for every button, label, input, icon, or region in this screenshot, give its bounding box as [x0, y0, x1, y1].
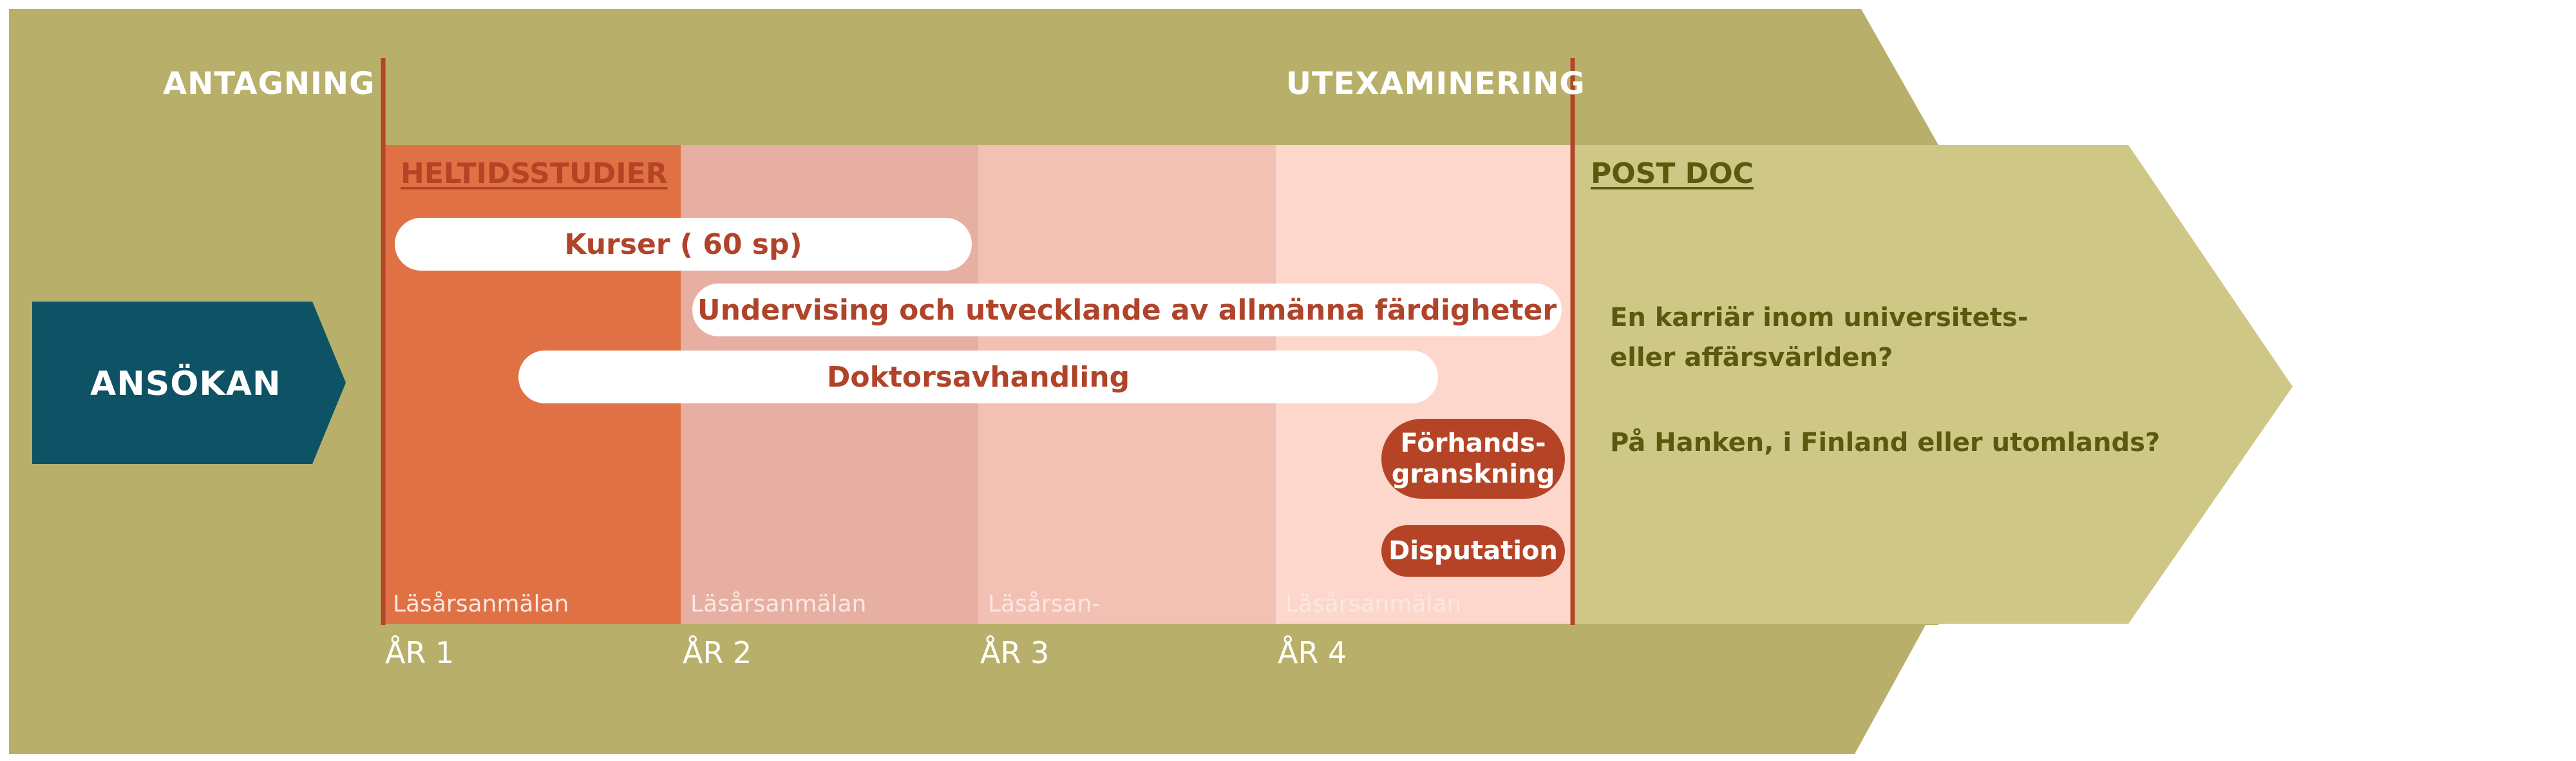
postdoc-career-line-2: eller affärsvärlden?	[1610, 343, 1893, 372]
year-1-label: ÅR 1	[385, 635, 455, 670]
admission-label: ANTAGNING	[163, 66, 375, 102]
postdoc-career-text	[1610, 298, 2028, 378]
postdoc-career-line-1: En karriär inom universitets-	[1610, 303, 2029, 332]
postdoc-location-text: På Hanken, i Finland eller utomlands?	[1610, 428, 2161, 458]
pre-examination-pill	[1381, 419, 1565, 499]
graduation-label: UTEXAMINERING	[1286, 66, 1586, 102]
postdoc-arrow	[1571, 145, 2293, 624]
year-4-label: ÅR 4	[1278, 635, 1347, 670]
defence-pill: Disputation	[1381, 525, 1565, 577]
registration-year-3: Läsårsan-	[988, 591, 1101, 617]
registration-year-1: Läsårsanmälan	[393, 591, 569, 617]
application-label: ANSÖKAN	[90, 365, 281, 403]
fulltime-title: HELTIDSSTUDIER	[401, 157, 668, 190]
pre-examination-line-2: granskning	[1391, 459, 1555, 489]
registration-year-4: Läsårsanmälan	[1285, 591, 1462, 617]
postdoc-title: POST DOC	[1591, 157, 1754, 190]
year-2-label: ÅR 2	[683, 635, 752, 670]
pre-examination-line-1: Förhands-	[1400, 429, 1546, 458]
teaching-skills-bar: Undervising och utvecklande av allmänna färdigheter	[692, 284, 1562, 336]
dissertation-bar: Doktorsavhandling	[518, 351, 1438, 403]
year-3-label: ÅR 3	[980, 635, 1050, 670]
courses-bar: Kurser ( 60 sp)	[395, 218, 972, 271]
registration-year-2: Läsårsanmälan	[690, 591, 867, 617]
